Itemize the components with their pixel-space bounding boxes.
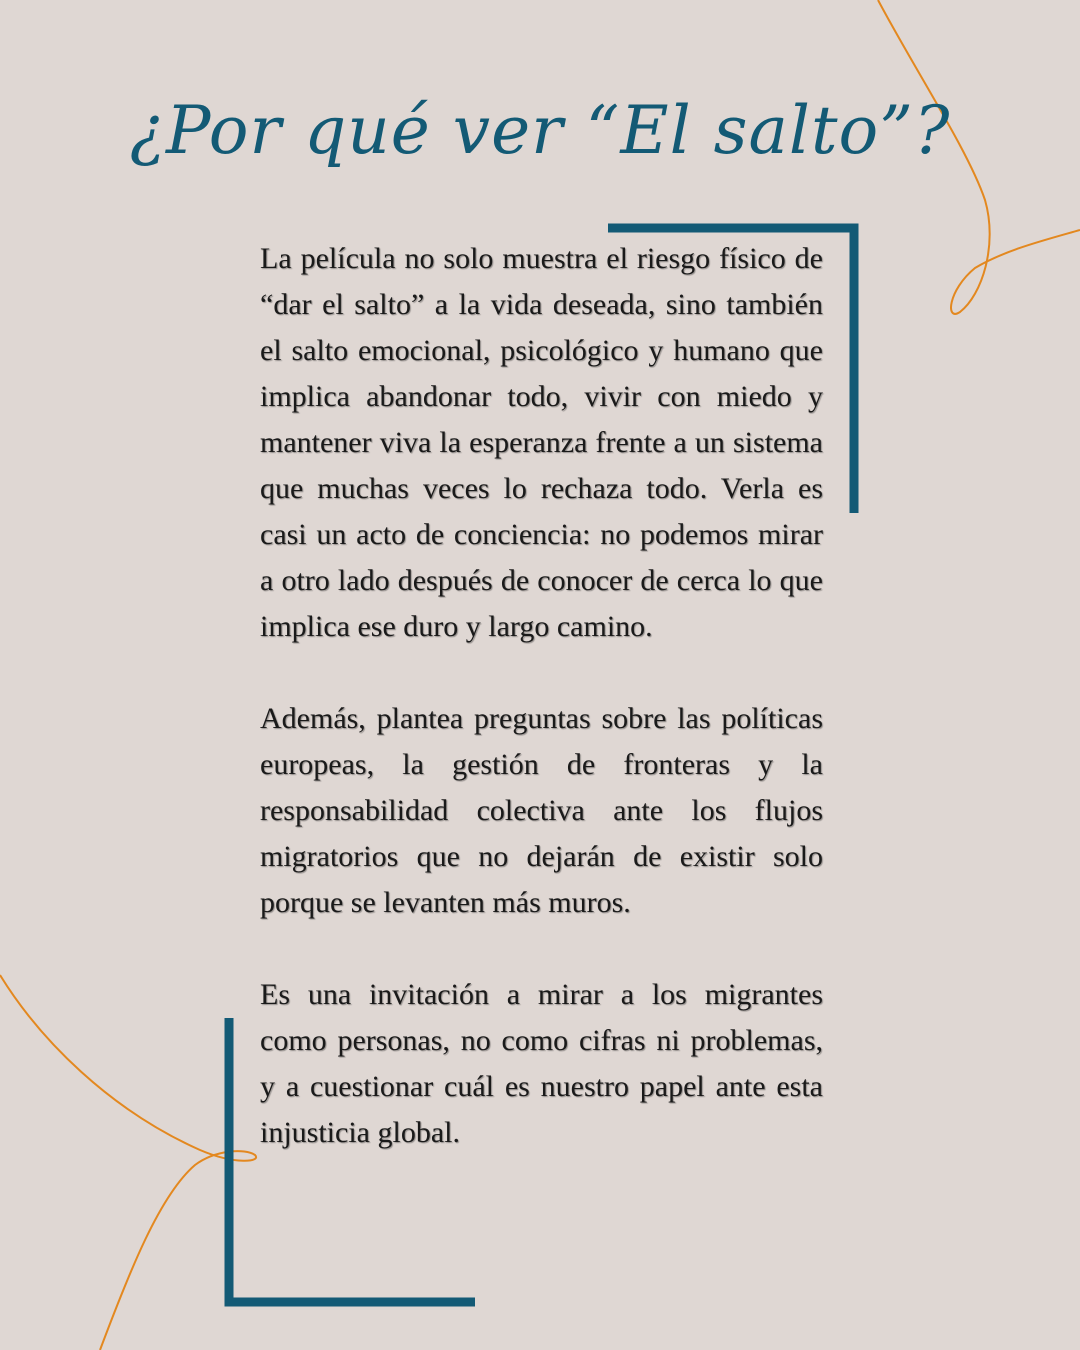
paragraph-3: Es una invitación a mirar a los migrantes como personas, no como cifras ni problemas, y a cuestionar cuál es nuestro papel ante esta injusticia global. bbox=[260, 978, 823, 1149]
paragraph-2: Además, plantea preguntas sobre las políticas europeas, la gestión de fronteras y la responsabilidad colectiva ante los flujos migratorios que no dejarán de existir solo porque se levanten más muros. bbox=[260, 702, 823, 919]
orange-curve-bottom-left bbox=[0, 975, 256, 1350]
page-title: ¿Por qué ver “El salto”? bbox=[129, 92, 951, 169]
paragraph-1: La película no solo muestra el riesgo físico de “dar el salto” a la vida deseada, sino también el salto emocional, psicológico y humano que implica abandonar todo, vivir con miedo y mantener viva la esperanza frente a un sistema que muchas veces lo rechaza todo. Verla es casi un acto de conciencia: no podemos mirar a otro lado después de conocer de cerca lo que implica ese duro y largo camino. bbox=[260, 242, 823, 643]
body-text bbox=[260, 236, 823, 1156]
